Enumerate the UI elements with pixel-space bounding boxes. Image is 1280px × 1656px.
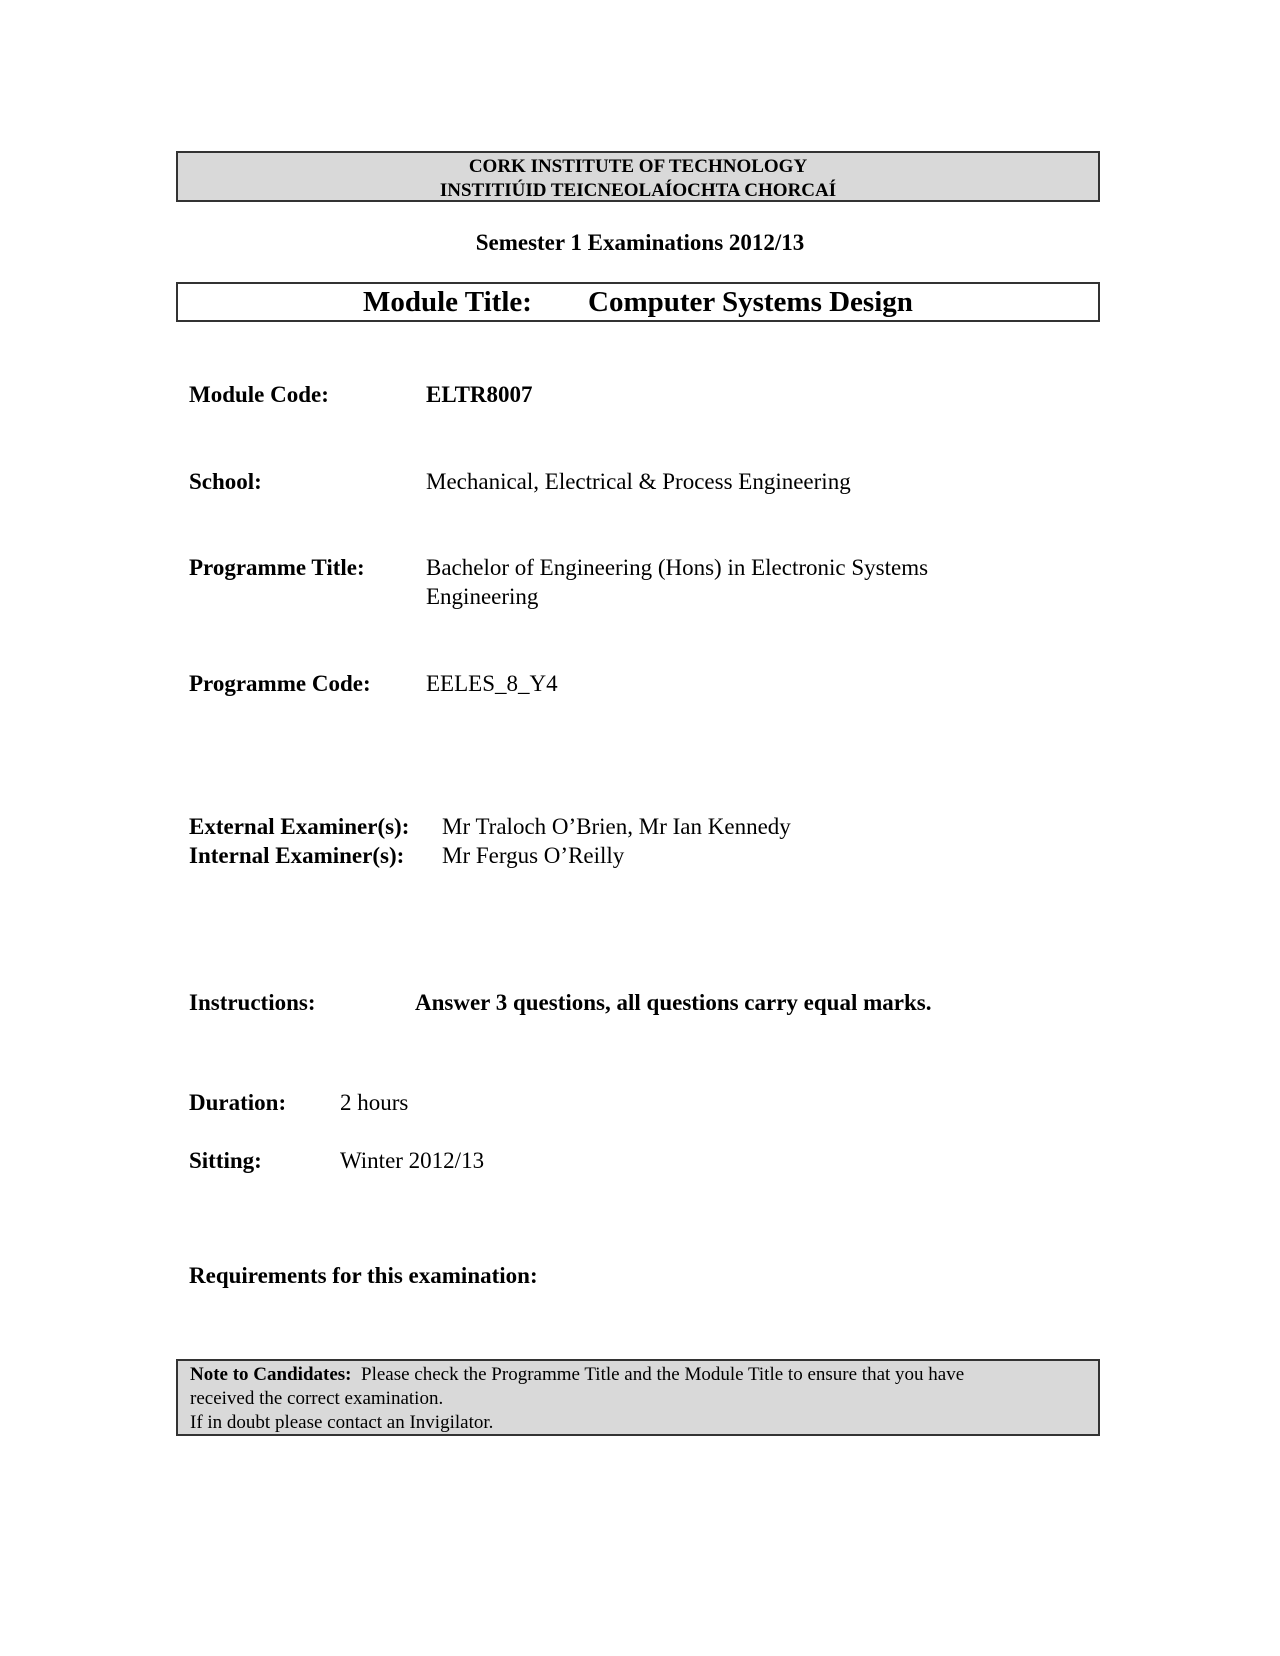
sitting-value: Winter 2012/13 <box>340 1148 485 1173</box>
note-line-3: If in doubt please contact an Invigilator. <box>190 1412 494 1433</box>
institute-name-english: CORK INSTITUTE OF TECHNOLOGY <box>468 156 808 177</box>
note-to-candidates-box <box>176 1359 1100 1436</box>
note-line-1 <box>190 1363 1086 1387</box>
instructions-label: Instructions: <box>189 990 316 1015</box>
module-title-label: Module Title: <box>363 286 532 318</box>
external-examiners-label: External Examiner(s): <box>189 814 410 839</box>
note-text-1: Please check the Programme Title and the Module Title to ensure that you have <box>361 1364 965 1385</box>
programme-code-value: EELES_8_Y4 <box>426 671 558 696</box>
module-title-value: Computer Systems Design <box>588 286 913 318</box>
module-code-label: Module Code: <box>189 382 329 407</box>
sitting-label: Sitting: <box>189 1148 262 1173</box>
institute-header <box>176 151 1100 202</box>
instructions-value: Answer 3 questions, all questions carry equal marks. <box>415 990 932 1015</box>
external-examiners-value: Mr Traloch O’Brien, Mr Ian Kennedy <box>442 814 791 839</box>
institute-name-irish: INSTITIÚID TEICNEOLAÍOCHTA CHORCAÍ <box>439 180 837 201</box>
requirements-heading: Requirements for this examination: <box>189 1263 538 1288</box>
module-title-box <box>176 282 1100 322</box>
note-label: Note to Candidates: <box>190 1364 352 1385</box>
duration-label: Duration: <box>189 1090 287 1115</box>
school-value: Mechanical, Electrical & Process Engineering <box>426 469 851 494</box>
programme-title-label: Programme Title: <box>189 555 365 580</box>
internal-examiners-value: Mr Fergus O’Reilly <box>442 843 625 868</box>
programme-code-label: Programme Code: <box>189 671 371 696</box>
programme-title-value-line2: Engineering <box>426 584 539 609</box>
duration-value: 2 hours <box>340 1090 409 1115</box>
note-line-2: received the correct examination. <box>190 1388 444 1409</box>
semester-heading: Semester 1 Examinations 2012/13 <box>475 230 805 255</box>
module-code-value: ELTR8007 <box>426 382 533 407</box>
internal-examiners-label: Internal Examiner(s): <box>189 843 405 868</box>
school-label: School: <box>189 469 262 494</box>
programme-title-value-line1: Bachelor of Engineering (Hons) in Electronic Systems <box>426 555 929 580</box>
